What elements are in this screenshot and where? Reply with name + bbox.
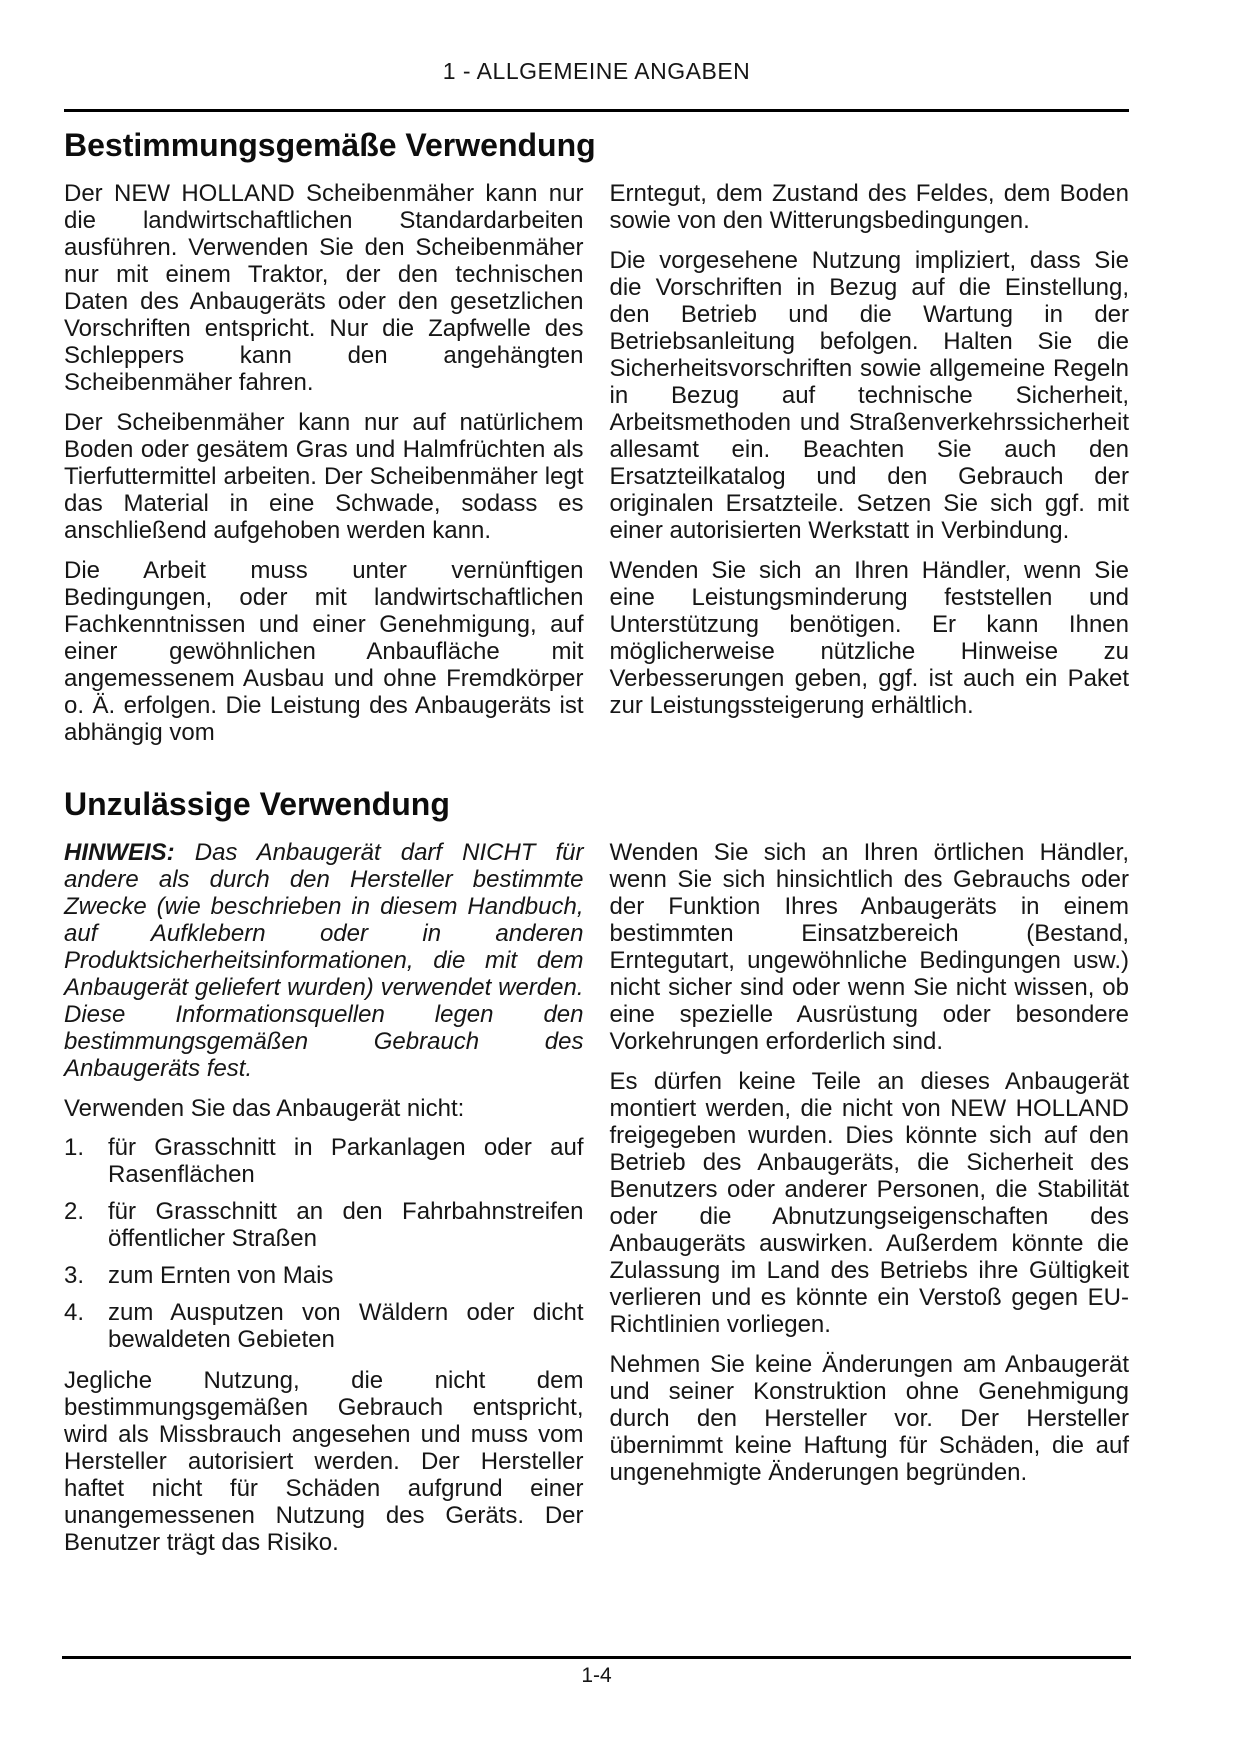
section-title-unzulaessige-verwendung: Unzulässige Verwendung xyxy=(64,786,450,822)
list-marker: 4. xyxy=(64,1299,85,1326)
section1-left-column xyxy=(64,180,584,759)
section2-left-column xyxy=(64,839,584,1569)
list-marker: 3. xyxy=(64,1262,85,1289)
page-footer xyxy=(62,1656,1131,1688)
list-item xyxy=(64,1299,584,1353)
list-item-text: zum Ernten von Mais xyxy=(108,1262,334,1289)
list-marker: 1. xyxy=(64,1134,85,1161)
note-label: HINWEIS: xyxy=(64,839,175,866)
paragraph: Der NEW HOLLAND Scheibenmäher kann nur die landwirtschaftlichen Standardarbeiten ausführen. Verwenden Sie den Scheibenmäher nur mit einem Traktor, der den technischen Daten des Anbaugeräts oder den gesetzlichen Vorschriften entspricht. Nur die Zapfwelle des Schleppers kann den angehängten Scheibenmäher fahren. xyxy=(64,180,584,396)
chapter-title: 1 - ALLGEMEINE ANGABEN xyxy=(442,58,751,84)
list-item-text: für Grasschnitt an den Fahrbahnstreifen öffentlicher Straßen xyxy=(108,1198,584,1252)
paragraph: Jegliche Nutzung, die nicht dem bestimmungsgemäßen Gebrauch entspricht, wird als Missbrauch angesehen und muss vom Hersteller autorisiert werden. Der Hersteller haftet nicht für Schäden aufgrund einer unangemessenen Nutzung des Geräts. Der Benutzer trägt das Risiko. xyxy=(64,1367,584,1556)
section1-right-column xyxy=(610,180,1130,759)
paragraph: Nehmen Sie keine Änderungen am Anbaugerät und seiner Konstruktion ohne Genehmigung durch den Hersteller vor. Der Hersteller übernimmt keine Haftung für Schäden, die auf ungenehmigte Änderungen begründen. xyxy=(609,1351,1129,1486)
list-item xyxy=(64,1134,584,1188)
list-item-text: für Grasschnitt in Parkanlagen oder auf Rasenflächen xyxy=(108,1134,584,1188)
paragraph: Die Arbeit muss unter vernünftigen Bedingungen, oder mit landwirtschaftlichen Fachkenntnissen und einer Genehmigung, auf einer gewöhnlichen Anbaufläche mit angemessenem Ausbau und ohne Fremdkörper o. Ä. erfolgen. Die Leistung des Anbaugeräts ist abhängig vom xyxy=(64,557,584,746)
note-paragraph xyxy=(64,839,584,1082)
section2-columns xyxy=(64,839,1129,1569)
note-text: Das Anbaugerät darf NICHT für andere als durch den Hersteller bestimmte Zwecke (wie beschrieben in diesem Handbuch, auf Aufklebern oder in anderen Produktsicherheitsinformationen, die mit dem Anbaugerät geliefert wurden) verwendet werden. Diese Informationsquellen legen den bestimmungsgemäßen Gebrauch des Anbaugeräts fest. xyxy=(64,839,584,1082)
header-rule xyxy=(64,109,1129,112)
paragraph: Es dürfen keine Teile an dieses Anbaugerät montiert werden, die nicht von NEW HOLLAND freigegeben wurden. Dies könnte sich auf den Betrieb des Anbaugeräts, die Sicherheit des Benutzers oder anderer Personen, die Stabilität oder die Abnutzungseigenschaften des Anbaugeräts auswirken. Außerdem könnte die Zulassung im Land des Betriebs ihre Gültigkeit verlieren und es könnte ein Verstoß gegen EU-Richtlinien vorliegen. xyxy=(609,1068,1129,1338)
paragraph: Die vorgesehene Nutzung impliziert, dass Sie die Vorschriften in Bezug auf die Einstellung, den Betrieb und die Wartung in der Betriebsanleitung befolgen. Halten Sie die Sicherheitsvorschriften sowie allgemeine Regeln in Bezug auf technische Sicherheit, Arbeitsmethoden und Straßenverkehrssicherheit allesamt ein. Beachten Sie auch den Ersatzteilkatalog und den Gebrauch der originalen Ersatzteile. Setzen Sie sich ggf. mit einer autorisierten Werkstatt in Verbindung. xyxy=(609,247,1129,544)
page-content xyxy=(64,0,1129,1569)
list-item-text: zum Ausputzen von Wäldern oder dicht bewaldeten Gebieten xyxy=(108,1299,584,1353)
running-header xyxy=(64,0,1129,85)
paragraph: Der Scheibenmäher kann nur auf natürlichem Boden oder gesätem Gras und Halmfrüchten als Tierfuttermittel arbeiten. Der Scheibenmäher legt das Material in eine Schwade, sodass es anschließend aufgehoben werden kann. xyxy=(64,409,584,544)
page-number: 1-4 xyxy=(581,1664,612,1687)
paragraph: Wenden Sie sich an Ihren Händler, wenn Sie eine Leistungsminderung feststellen und Unterstützung benötigen. Er kann Ihnen möglicherweise nützliche Hinweise zu Verbesserungen geben, ggf. ist auch ein Paket zur Leistungssteigerung erhältlich. xyxy=(609,557,1129,719)
list-intro: Verwenden Sie das Anbaugerät nicht: xyxy=(64,1095,465,1122)
list-item xyxy=(64,1198,584,1252)
section-title-bestimmungsgemaesse-verwendung: Bestimmungsgemäße Verwendung xyxy=(64,127,596,163)
list-marker: 2. xyxy=(64,1198,85,1225)
paragraph: Wenden Sie sich an Ihren örtlichen Händler, wenn Sie sich hinsichtlich des Gebrauchs oder der Funktion Ihres Anbaugeräts in einem bestimmten Einsatzbereich (Bestand, Erntegutart, ungewöhnliche Bedingungen usw.) nicht sicher sind oder wenn Sie nicht wissen, ob eine spezielle Ausrüstung oder besondere Vorkehrungen erforderlich sind. xyxy=(609,839,1129,1055)
section1-columns xyxy=(64,180,1129,759)
footer-rule xyxy=(62,1656,1131,1659)
paragraph: Erntegut, dem Zustand des Feldes, dem Boden sowie von den Witterungsbedingungen. xyxy=(609,180,1129,234)
section2-right-column xyxy=(610,839,1130,1569)
list-item xyxy=(64,1262,584,1289)
